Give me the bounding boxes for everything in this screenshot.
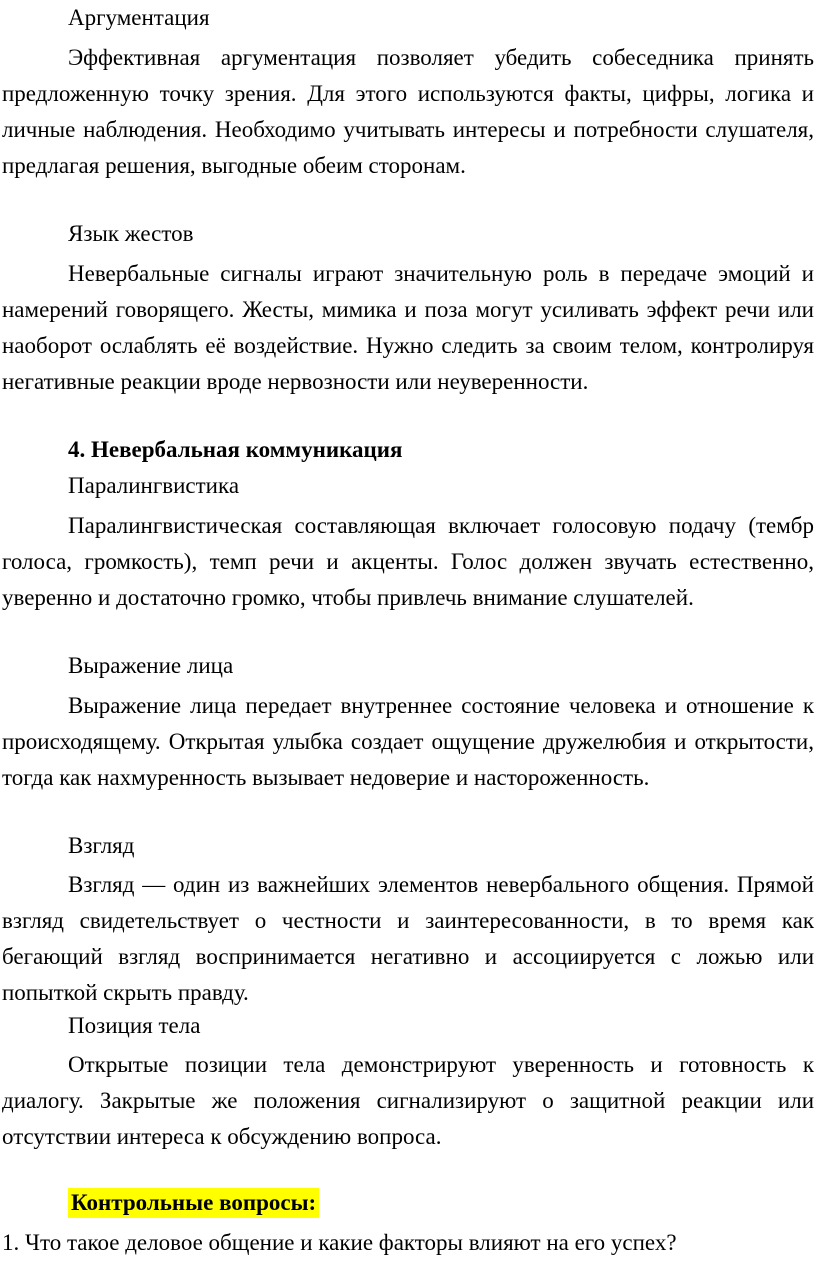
section-title-argumentation: Аргументация (68, 5, 210, 30)
subsection-title-paralinguistics: Паралингвистика (68, 473, 240, 498)
paragraph-facial-expression: Выражение лица передает внутреннее состояние человека и отношение к происходящему. Открытая улыбка создает ощущение дружелюбия и открытости, тогда как нахмуренность вызывает недоверие и настороженность. (2, 693, 814, 790)
chapter-heading: 4. Невербальная коммуникация (68, 437, 403, 462)
subsection-title-facial-expression: Выражение лица (68, 653, 234, 678)
subsection-title-gaze: Взгляд (68, 833, 135, 858)
control-questions-heading: Контрольные вопросы: (68, 1188, 319, 1218)
subsection-title-body-position: Позиция тела (68, 1013, 201, 1038)
paragraph-body-position: Открытые позиции тела демонстрируют уверенность и готовность к диалогу. Закрытые же положения сигнализируют о защитной реакции или отсутствии интереса к обсуждению вопроса. (2, 1052, 814, 1149)
paragraph-paralinguistics: Паралингвистическая составляющая включает голосовую подачу (тембр голоса, громкость), темп речи и акценты. Голос должен звучать естественно, уверенно и достаточно громко, чтобы привлечь внимание слушателей. (2, 513, 814, 610)
control-question-item: 1. Что такое деловое общение и какие факторы влияют на его успех? (2, 1230, 677, 1255)
paragraph-argumentation: Эффективная аргументация позволяет убедить собеседника принять предложенную точку зрения. Для этого используются факты, цифры, логика и личные наблюдения. Необходимо учитывать интересы и потребности слушателя, предлагая решения, выгодные обеим сторонам. (2, 45, 814, 178)
section-title-body-language: Язык жестов (68, 221, 194, 246)
paragraph-gaze: Взгляд — один из важнейших элементов невербального общения. Прямой взгляд свидетельствует о честности и заинтересованности, в то время как бегающий взгляд воспринимается негативно и ассоциируется с ложью или попыткой скрыть правду. (2, 872, 814, 1005)
paragraph-body-language: Невербальные сигналы играют значительную роль в передаче эмоций и намерений говорящего. Жесты, мимика и поза могут усиливать эффект речи или наоборот ослаблять её воздействие. Нужно следить за своим телом, контролируя негативные реакции вроде нервозности или неуверенности. (2, 261, 814, 394)
